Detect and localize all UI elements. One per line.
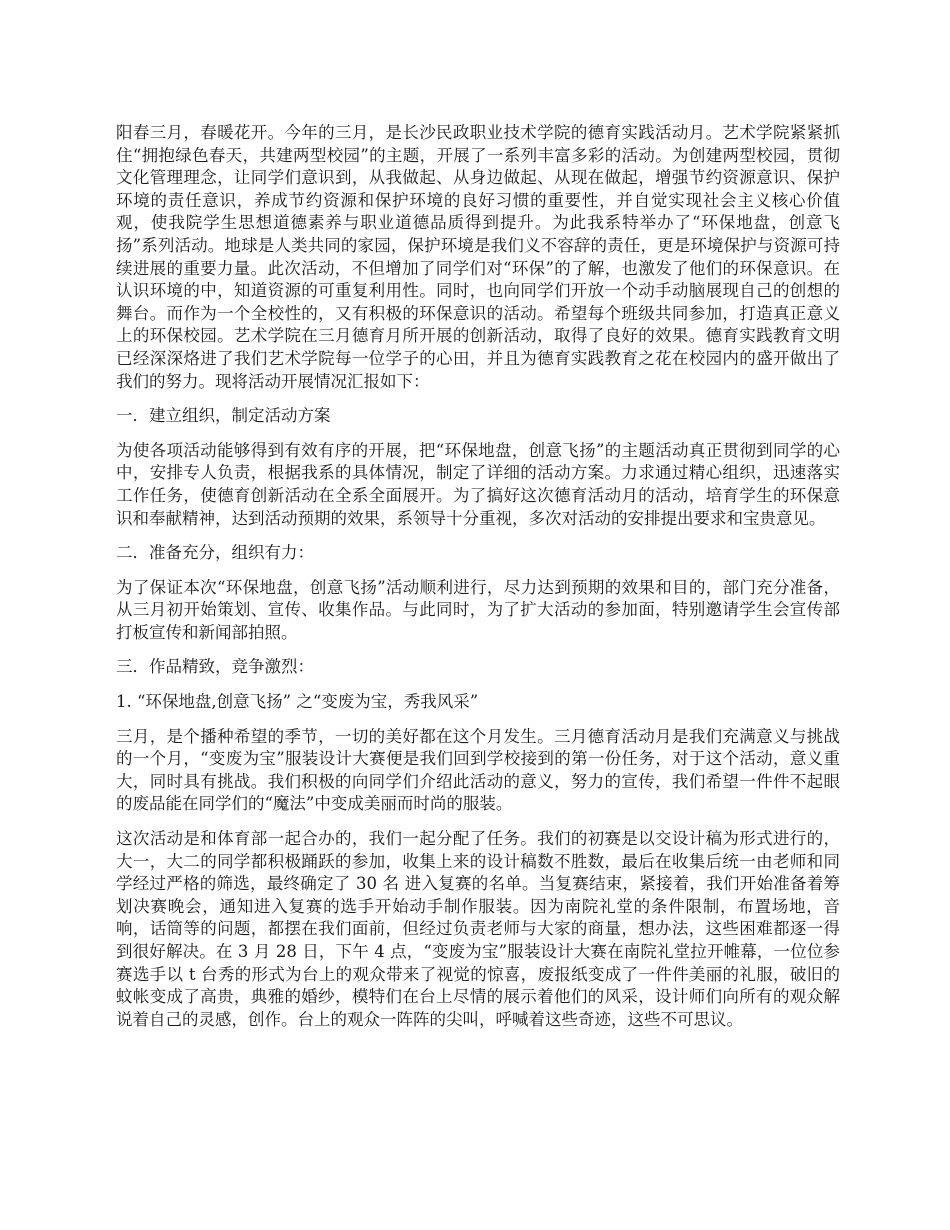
section-1-paragraph: 为使各项活动能够得到有效有序的开展，把“环保地盘，创意飞扬”的主题活动真正贯彻到同学的心中，安排专人负责，根据我系的具体情况，制定了详细的活动方案。力求通过精心组织，迅速落实工作任务，使德育创新活动在全系全面展开。为了搞好这次德育活动月的活动，培育学生的环保意识和奉献精神，达到活动预期的效果，系领导十分重视，多次对活动的安排提出要求和宝贵意见。 <box>116 440 840 528</box>
subsection-1-paragraph-2: 这次活动是和体育部一起合办的，我们一起分配了任务。我们的初赛是以交设计稿为形式进行的，大一，大二的同学都积极踊跃的参加，收集上来的设计稿数不胜数，最后在收集后统一由老师和同学经过严格的筛选，最终确定了 30 名 进入复赛的名单。当复赛结束，紧接着，我们开始准备着筹划决赛晚会，通知进入复赛的选手开始动手制作服装。因为南院礼堂的条件限制，布置场地，音响，话筒等的问题，都摆在我们面前，但经过负责老师与大家的商量，想办法，这些困难都逐一得到很好解决。在 3 月 28 日，下午 4 点，“变废为宝”服装设计大赛在南院礼堂拉开帷幕，一位位参赛选手以 t 台秀的形式为台上的观众带来了视觉的惊喜，废报纸变成了一件件美丽的礼服，破旧的蚊帐变成了高贵，典雅的婚纱，模特们在台上尽情的展示着他们的风采，设计师们向所有的观众解说着自己的灵感，创作。台上的观众一阵阵的尖叫，呼喊着这些奇迹，这些不可思议。 <box>116 829 840 1029</box>
section-heading-2: 二．准备充分，组织有力： <box>116 543 314 563</box>
section-heading-1: 一．建立组织，制定活动方案 <box>116 406 331 426</box>
intro-paragraph: 阳春三月，春暖花开。今年的三月，是长沙民政职业技术学院的德育实践活动月。艺术学院紧紧抓住“拥抱绿色春天，共建两型校园”的主题，开展了一系列丰富多彩的活动。为创建两型校园，贯彻文化管理理念，让同学们意识到，从我做起、从身边做起、从现在做起，增强节约资源意识、保护环境的责任意识，养成节约资源和保护环境的良好习惯的重要性，并自觉实现社会主义核心价值观，使我院学生思想道德素养与职业道德品质得到提升。为此我系特举办了“环保地盘，创意飞扬”系列活动。地球是人类共同的家园，保护环境是我们义不容辞的责任，更是环境保护与资源可持续进展的重要力量。此次活动，不但增加了同学们对“环保”的了解，也激发了他们的环保意识。在认识环境的中，知道资源的可重复利用性。同时，也向同学们开放一个动手动脑展现自己的创想的舞台。而作为一个全校性的，又有积极的环保意识的活动。希望每个班级共同参加，打造真正意义上的环保校园。艺术学院在三月德育月所开展的创新活动，取得了良好的效果。德育实践教育文明已经深深烙进了我们艺术学院每一位学子的心田，并且为德育实践教育之花在校园内的盛开做出了我们的努力。现将活动开展情况汇报如下： <box>116 123 840 391</box>
document-body <box>116 122 840 1043</box>
section-2-paragraph: 为了保证本次“环保地盘，创意飞扬”活动顺利进行，尽力达到预期的效果和目的，部门充分准备，从三月初开始策划、宣传、收集作品。与此同时，为了扩大活动的参加面，特别邀请学生会宣传部打板宣传和新闻部拍照。 <box>116 577 840 642</box>
subsection-heading-1: 1. “环保地盘,创意飞扬” 之“变废为宝，秀我风采” <box>116 692 479 712</box>
section-heading-3: 三．作品精致，竞争激烈： <box>116 657 314 677</box>
subsection-1-paragraph-1: 三月，是个播种希望的季节，一切的美好都在这个月发生。三月德育活动月是我们充满意义与挑战的一个月，“变废为宝”服装设计大赛便是我们回到学校接到的第一份任务，对于这个活动，意义重大，同时具有挑战。我们积极的向同学们介绍此活动的意义，努力的宣传，我们希望一件件不起眼的废品能在同学们的“魔法”中变成美丽而时尚的服装。 <box>116 726 840 814</box>
